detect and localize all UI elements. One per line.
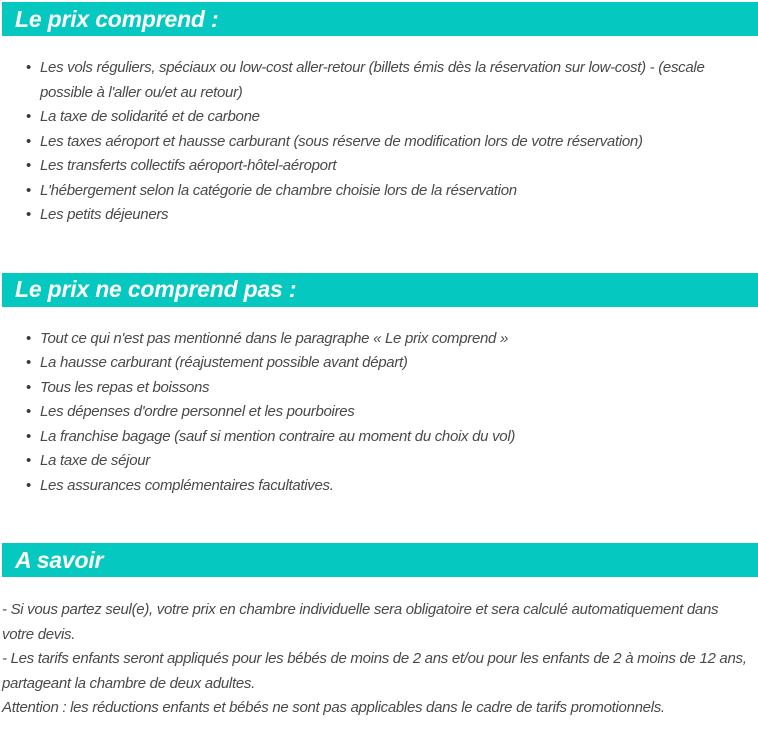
price-excludes-item: • La taxe de séjour — [40, 449, 748, 474]
price-includes-item: • Les taxes aéroport et hausse carburant (sous réserve de modification lors de votre réservation) — [40, 130, 748, 155]
price-includes-item: • Les transferts collectifs aéroport-hôtel-aéroport — [40, 154, 748, 179]
price-includes-item: • Les petits déjeuners — [40, 203, 748, 228]
price-includes-header-bar — [2, 2, 758, 36]
price-excludes-header-bar — [2, 273, 758, 307]
price-includes-list — [0, 56, 758, 228]
price-includes-title: Le prix comprend : — [15, 5, 219, 32]
price-excludes-title: Le prix ne comprend pas : — [15, 276, 297, 302]
good-to-know-paragraph: - Si vous partez seul(e), votre prix en chambre individuelle sera obligatoire et sera calculé automatiquement dans votre devis. — [2, 601, 719, 643]
section-price-excludes — [0, 273, 758, 499]
price-includes-item: • L'hébergement selon la catégorie de chambre choisie lors de la réservation — [40, 179, 748, 204]
good-to-know-title: A savoir — [15, 546, 104, 573]
price-excludes-item: • La franchise bagage (sauf si mention contraire au moment du choix du vol) — [40, 425, 748, 450]
pricing-info-document — [0, 2, 758, 721]
good-to-know-paragraph: Attention : les réductions enfants et bébés ne sont pas applicables dans le cadre de tarifs promotionnels. — [2, 699, 665, 716]
section-price-includes — [0, 2, 758, 228]
price-excludes-item: • Les dépenses d'ordre personnel et les pourboires — [40, 400, 748, 425]
price-excludes-item: • Tout ce qui n'est pas mentionné dans le paragraphe « Le prix comprend » — [40, 327, 748, 352]
price-includes-item: • La taxe de solidarité et de carbone — [40, 105, 748, 130]
price-includes-item: • Les vols réguliers, spéciaux ou low-cost aller-retour (billets émis dès la réservation sur low-cost) - (escale possible à l'aller ou/et au retour) — [40, 56, 748, 105]
good-to-know-header-bar — [2, 543, 758, 577]
good-to-know-paragraphs — [0, 598, 758, 721]
price-excludes-item: • La hausse carburant (réajustement possible avant départ) — [40, 351, 748, 376]
price-excludes-item: • Les assurances complémentaires facultatives. — [40, 474, 748, 499]
good-to-know-paragraph: - Les tarifs enfants seront appliqués pour les bébés de moins de 2 ans et/ou pour les enfants de 2 à moins de 12 ans, partageant la chambre de deux adultes. — [2, 650, 747, 692]
price-excludes-item: • Tous les repas et boissons — [40, 376, 748, 401]
section-good-to-know — [0, 543, 758, 721]
price-excludes-list — [0, 327, 758, 499]
